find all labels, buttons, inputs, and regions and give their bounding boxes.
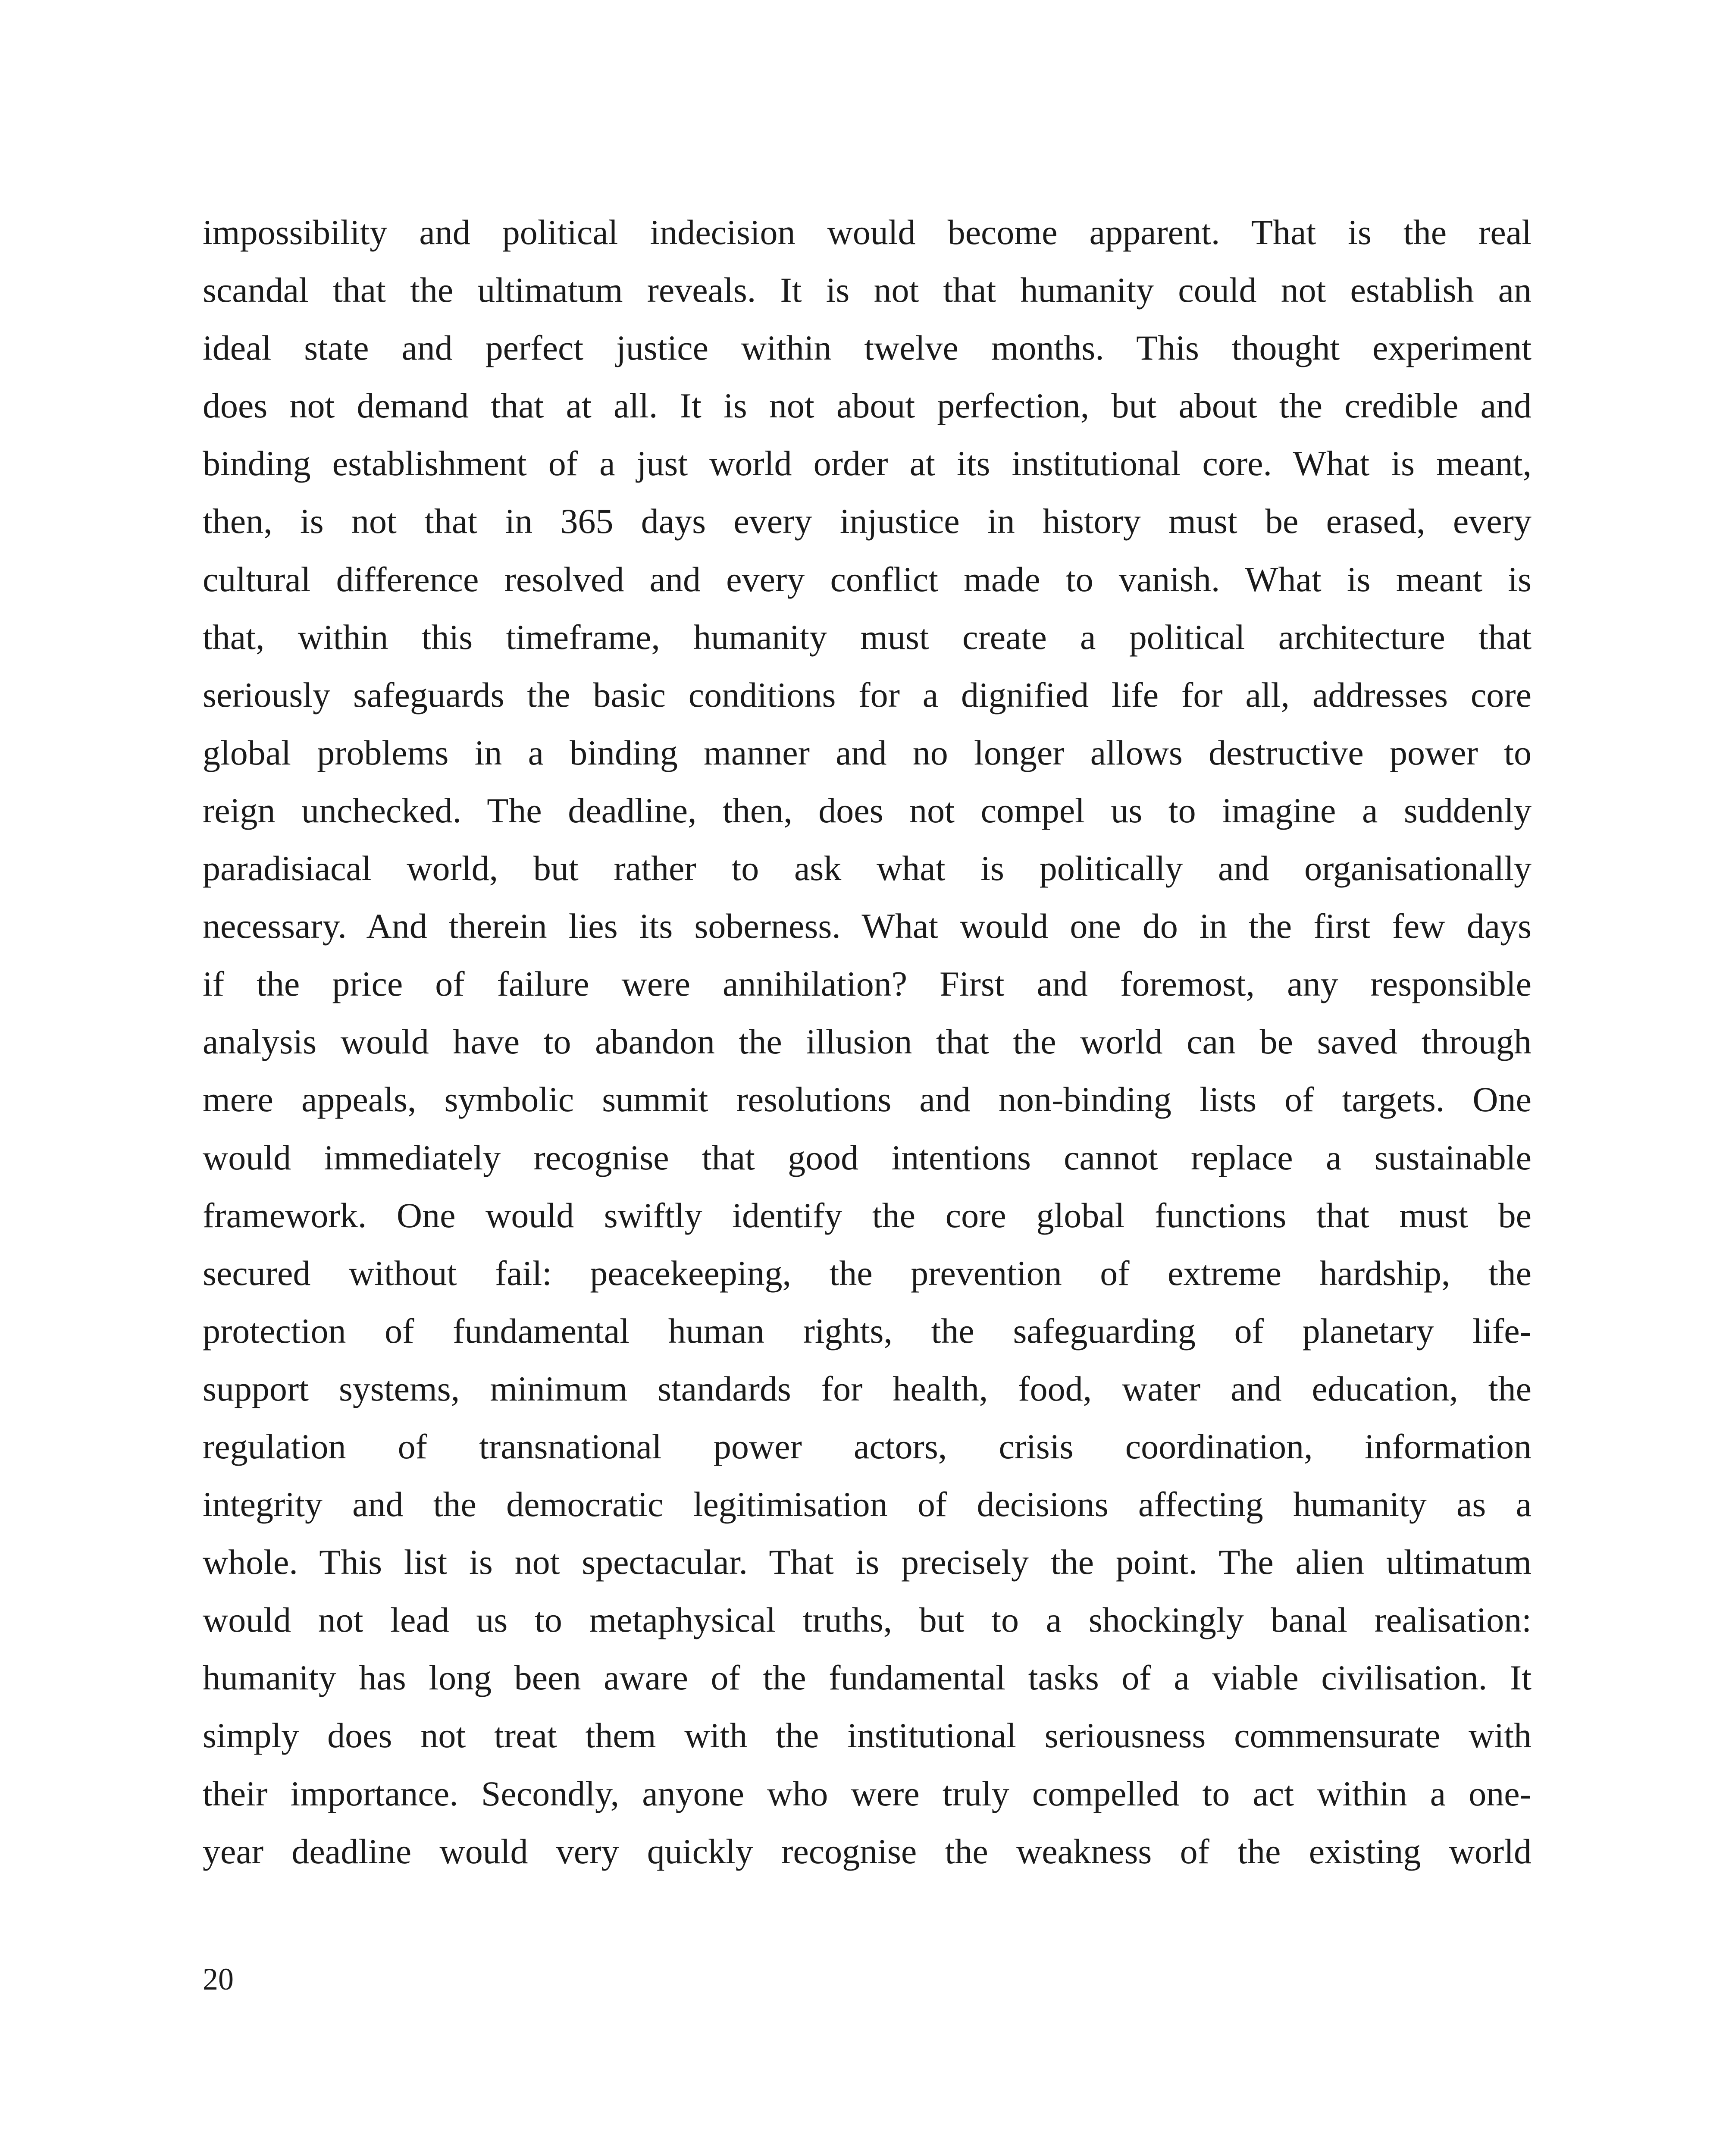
text-line: humanity has long been aware of the fundamental tasks of a viable civilisation. It xyxy=(203,1658,1532,1698)
text-line: support systems, minimum standards for health, food, water and education, the xyxy=(203,1369,1532,1408)
page-number: 20 xyxy=(203,1962,234,1996)
text-line: binding establishment of a just world order at its institutional core. What is meant, xyxy=(203,444,1532,483)
text-line: framework. One would swiftly identify the core global functions that must be xyxy=(203,1195,1532,1235)
text-line: whole. This list is not spectacular. That is precisely the point. The alien ultimatum xyxy=(203,1542,1532,1582)
text-line: their importance. Secondly, anyone who were truly compelled to act within a one- xyxy=(203,1774,1532,1813)
text-line: global problems in a binding manner and no longer allows destructive power to xyxy=(203,733,1532,772)
text-line: seriously safeguards the basic conditions for a dignified life for all, addresses core xyxy=(203,675,1532,714)
text-line: paradisiacal world, but rather to ask what is politically and organisationally xyxy=(203,849,1532,888)
text-line: reign unchecked. The deadline, then, does not compel us to imagine a suddenly xyxy=(203,790,1532,830)
text-line: cultural difference resolved and every conflict made to vanish. What is meant is xyxy=(203,559,1532,599)
text-line: year deadline would very quickly recognise the weakness of the existing world xyxy=(203,1831,1532,1871)
text-line: then, is not that in 365 days every injustice in history must be erased, every xyxy=(203,501,1532,541)
text-line: impossibility and political indecision would become apparent. That is the real xyxy=(203,213,1532,252)
text-line: would immediately recognise that good intentions cannot replace a sustainable xyxy=(203,1138,1532,1177)
text-line: integrity and the democratic legitimisation of decisions affecting humanity as a xyxy=(203,1485,1532,1524)
text-line: secured without fail: peacekeeping, the prevention of extreme hardship, the xyxy=(203,1253,1532,1293)
text-line: regulation of transnational power actors, crisis coordination, information xyxy=(203,1426,1532,1466)
text-line: scandal that the ultimatum reveals. It is not that humanity could not establish an xyxy=(203,270,1532,310)
text-line: necessary. And therein lies its soberness. What would one do in the first few days xyxy=(203,906,1532,946)
text-line: mere appeals, symbolic summit resolutions and non-binding lists of targets. One xyxy=(203,1080,1532,1119)
body-paragraph xyxy=(203,204,1532,1880)
text-line: protection of fundamental human rights, the safeguarding of planetary life- xyxy=(203,1311,1532,1351)
text-line: would not lead us to metaphysical truths, but to a shockingly banal realisation: xyxy=(203,1600,1532,1640)
text-line: if the price of failure were annihilation? First and foremost, any responsible xyxy=(203,964,1532,1004)
text-line: simply does not treat them with the institutional seriousness commensurate with xyxy=(203,1716,1532,1755)
text-line: ideal state and perfect justice within twelve months. This thought experiment xyxy=(203,328,1532,368)
text-line: does not demand that at all. It is not about perfection, but about the credible and xyxy=(203,386,1532,426)
text-line: analysis would have to abandon the illusion that the world can be saved through xyxy=(203,1022,1532,1062)
text-line: that, within this timeframe, humanity must create a political architecture that xyxy=(203,617,1532,657)
